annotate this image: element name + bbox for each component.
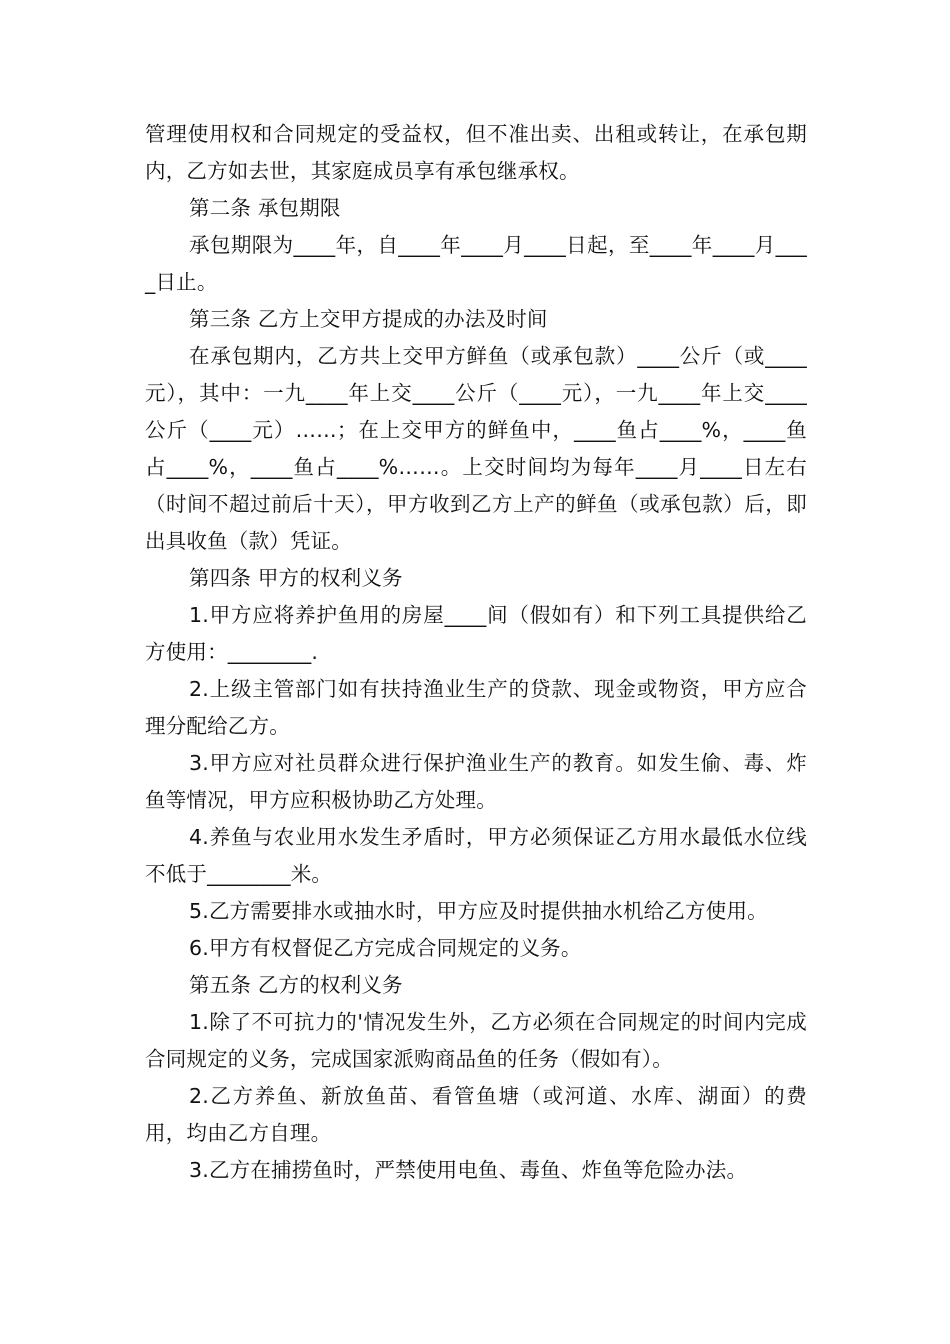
clause-party-a-3: 3.甲方应对社员群众进行保护渔业生产的教育。如发生偷、毒、炸鱼等情况，甲方应积极协助乙方处理。 <box>145 751 807 812</box>
heading-article-3: 第三条 乙方上交甲方提成的办法及时间 <box>189 307 548 331</box>
clause-party-a-4: 4.养鱼与农业用水发生矛盾时，甲方必须保证乙方用水最低水位线不低于________米。 <box>145 825 807 886</box>
clause-party-a-6: 6.甲方有权督促乙方完成合同规定的义务。 <box>189 936 582 960</box>
heading-article-2: 第二条 承包期限 <box>189 196 341 220</box>
paragraph-delivery-method: 在承包期内，乙方共上交甲方鲜鱼（或承包款）____公斤（或____元），其中：一九____年上交____公斤（____元），一九____年上交____公斤（____元）……；在上交甲方的鲜鱼中，____鱼占____%，____鱼占____%，____鱼占____%……。上交时间均为每年____月____日左右（时间不超过前后十天），甲方收到乙方上产的鲜鱼（或承包款）后，即出具收鱼（款）凭证。 <box>145 344 807 553</box>
paragraph-contract-continued: 管理使用权和合同规定的受益权，但不准出卖、出租或转让，在承包期内，乙方如去世，其家庭成员享有承包继承权。 <box>145 122 807 183</box>
clause-party-b-3: 3.乙方在捕捞鱼时，严禁使用电鱼、毒鱼、炸鱼等危险办法。 <box>189 1158 748 1182</box>
clause-party-b-1: 1.除了不可抗力的'情况发生外，乙方必须在合同规定的时间内完成合同规定的义务，完成国家派购商品鱼的任务（假如有）。 <box>145 1010 807 1071</box>
clause-party-a-1: 1.甲方应将养护鱼用的房屋____间（假如有）和下列工具提供给乙方使用：________. <box>145 603 807 664</box>
clause-party-b-2: 2.乙方养鱼、新放鱼苗、看管鱼塘（或河道、水库、湖面）的费用，均由乙方自理。 <box>145 1084 807 1145</box>
clause-party-a-2: 2.上级主管部门如有扶持渔业生产的贷款、现金或物资，甲方应合理分配给乙方。 <box>145 677 807 738</box>
clause-party-a-5: 5.乙方需要排水或抽水时，甲方应及时提供抽水机给乙方使用。 <box>189 899 768 923</box>
document-body <box>145 116 807 1189</box>
heading-article-4: 第四条 甲方的权利义务 <box>189 566 403 590</box>
paragraph-contract-term: 承包期限为____年，自____年____月____日起，至____年____月____日止。 <box>145 233 807 294</box>
heading-article-5: 第五条 乙方的权利义务 <box>189 973 403 997</box>
